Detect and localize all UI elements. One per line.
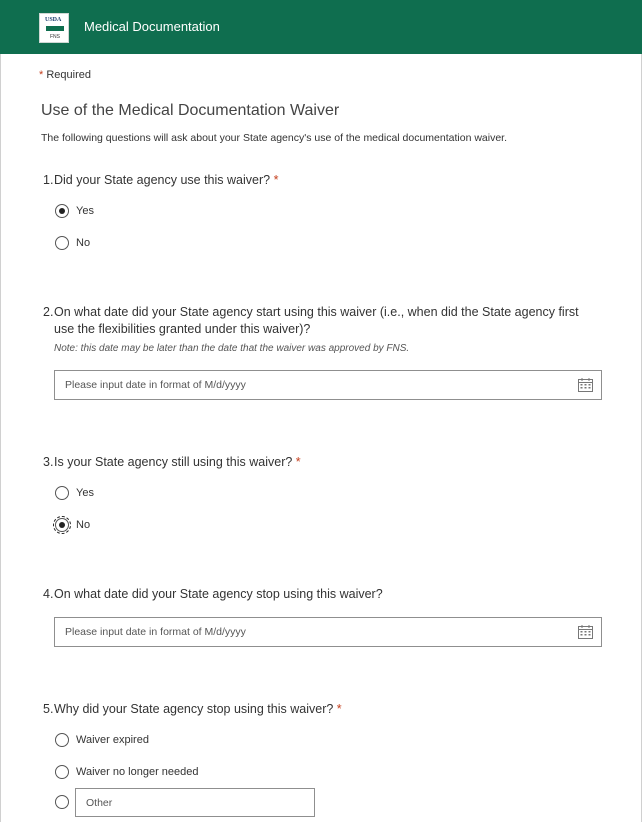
radio-button[interactable]: [55, 795, 69, 809]
q1-option-yes[interactable]: Yes: [55, 204, 94, 218]
radio-button[interactable]: [55, 486, 69, 500]
required-label: Required: [46, 69, 91, 81]
question-3: 3.Is your State agency still using this waiver? *: [43, 455, 301, 469]
radio-button[interactable]: [55, 733, 69, 747]
question-5: 5.Why did your State agency stop using this waiver? *: [43, 702, 342, 716]
form-title: Medical Documentation: [84, 19, 220, 34]
radio-button[interactable]: [55, 236, 69, 250]
radio-button[interactable]: [55, 204, 69, 218]
required-note: [39, 69, 91, 81]
section-title: Use of the Medical Documentation Waiver: [41, 102, 340, 119]
q1-option-no[interactable]: No: [55, 236, 90, 250]
calendar-icon[interactable]: [578, 625, 593, 639]
section-description: The following questions will ask about your State agency's use of the medical documentation waiver.: [41, 132, 508, 144]
question-1: 1.Did your State agency use this waiver? *: [43, 173, 279, 187]
start-date-input[interactable]: Please input date in format of M/d/yyyy: [54, 370, 602, 400]
stop-date-input[interactable]: Please input date in format of M/d/yyyy: [54, 617, 602, 647]
required-star: *: [39, 69, 44, 81]
form-header: [0, 0, 642, 54]
question-note: Note: this date may be later than the date that the waiver was approved by FNS.: [54, 343, 410, 354]
question-2: 2.On what date did your State agency start using this waiver (i.e., when did the State agency first use the flexibilities granted under this waiver)? Note: this date may be later than the date that the waiver was approved by FNS.: [43, 304, 593, 357]
q5-option-waiver-expired[interactable]: Waiver expired: [55, 733, 149, 747]
usda-logo: USDA FNS: [39, 13, 69, 43]
q3-option-yes[interactable]: Yes: [55, 486, 94, 500]
q5-option-other[interactable]: [55, 795, 76, 809]
calendar-icon[interactable]: [578, 378, 593, 392]
other-text-input[interactable]: Other: [75, 788, 315, 817]
q5-option-no-longer-needed[interactable]: Waiver no longer needed: [55, 765, 199, 779]
q3-option-no[interactable]: No: [55, 518, 90, 532]
radio-button[interactable]: [55, 518, 69, 532]
radio-button[interactable]: [55, 765, 69, 779]
question-4: 4.On what date did your State agency stop using this waiver?: [43, 587, 383, 601]
